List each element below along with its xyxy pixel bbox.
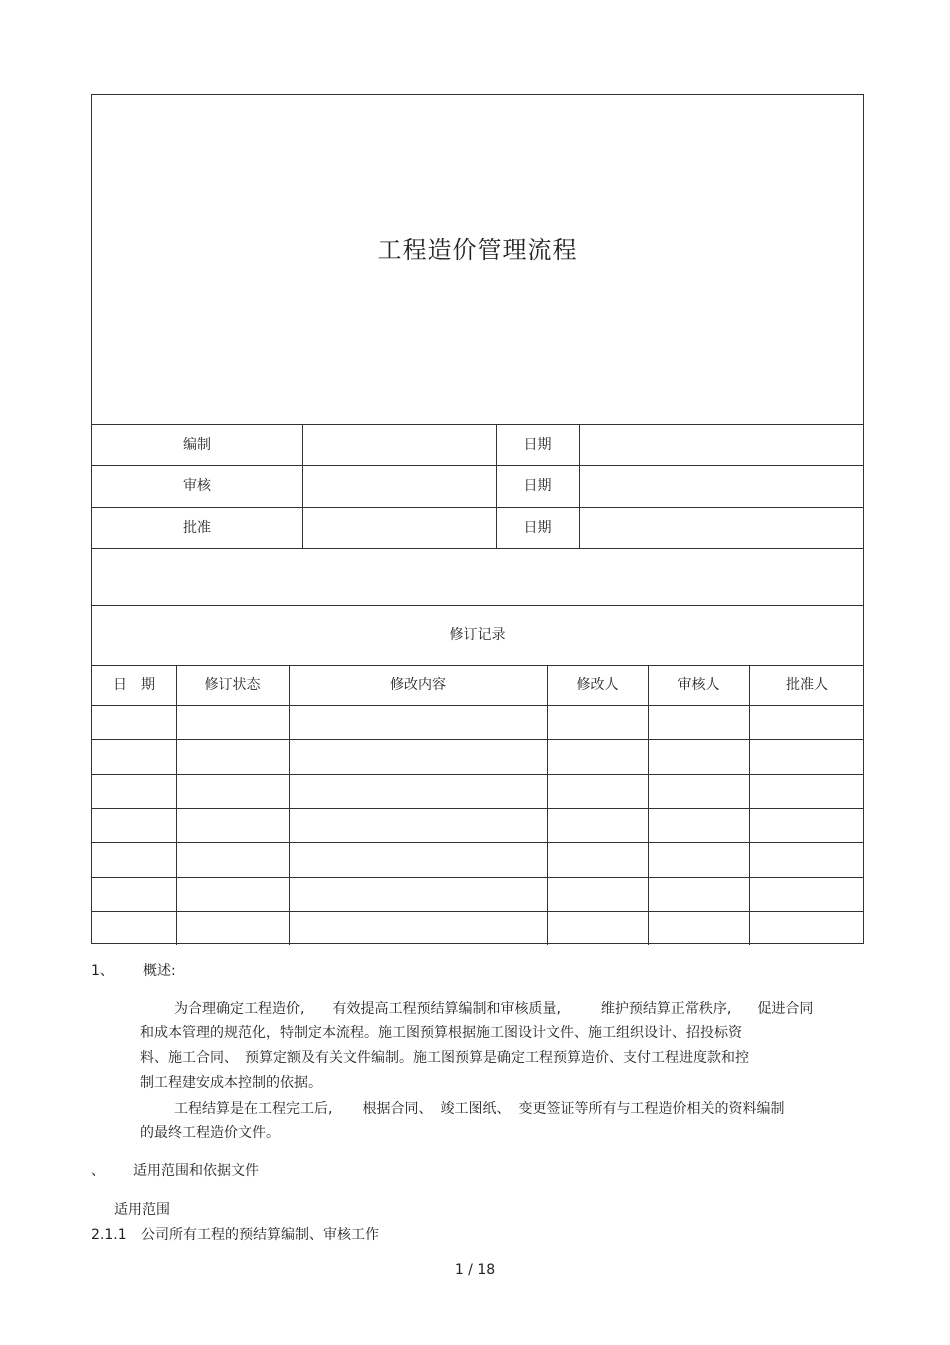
text-fragment: 为合理确定工程造价, (174, 1001, 305, 1017)
text-fragment: 促进合同 (757, 1001, 814, 1017)
item-text: 公司所有工程的预结算编制、审核工作 (141, 1227, 379, 1243)
table-line (92, 842, 863, 843)
section-heading: 适用范围和依据文件 (133, 1163, 259, 1179)
revision-header-approver: 批准人 (786, 677, 828, 693)
table-line (92, 665, 863, 666)
table-line (92, 465, 863, 466)
sign-label-review: 审核 (183, 478, 211, 494)
table-line (92, 605, 863, 606)
table-line (92, 507, 863, 508)
table-line (579, 424, 580, 548)
table-line (92, 424, 863, 425)
page-title: 工程造价管理流程 (377, 236, 578, 264)
table-line (749, 665, 750, 945)
subsection-heading: 适用范围 (114, 1202, 170, 1218)
sign-date-label: 日期 (523, 437, 552, 453)
paragraph-line: 料、施工合同、 预算定额及有关文件编制。施工图预算是确定工程预算造价、支付工程进度款和控 (140, 1050, 749, 1066)
table-line (92, 739, 863, 740)
table-line (302, 424, 303, 548)
table-line (92, 877, 863, 878)
section-number: 、 (91, 1163, 105, 1179)
table-line (92, 774, 863, 775)
revision-header-status: 修订状态 (204, 677, 261, 693)
text-fragment: 有效提高工程预结算编制和审核质量, (332, 1001, 561, 1017)
sign-label-approve: 批准 (183, 520, 211, 536)
sign-date-label: 日期 (523, 520, 552, 536)
table-line (92, 808, 863, 809)
text-fragment: 变更签证等所有与工程造价相关的资料编制 (518, 1101, 785, 1117)
section-heading: 概述: (143, 963, 176, 979)
section-number: 1、 (91, 963, 114, 979)
table-line (648, 665, 649, 945)
paragraph-line (174, 1097, 784, 1121)
text-fragment: 根据合同、 (362, 1101, 433, 1117)
table-line (92, 705, 863, 706)
revision-header-reviewer: 审核人 (677, 677, 720, 693)
page-number: 1 / 18 (454, 1262, 496, 1278)
document-frame (91, 94, 864, 944)
text-fragment: 工程结算是在工程完工后, (174, 1101, 333, 1117)
revision-header-editor: 修改人 (576, 677, 619, 693)
revision-header-date: 日 期 (113, 677, 155, 693)
table-line (289, 665, 290, 945)
item-number: 2.1.1 (91, 1227, 127, 1243)
paragraph-line: 制工程建安成本控制的依据。 (140, 1075, 322, 1091)
revision-title: 修订记录 (449, 627, 506, 643)
sign-date-label: 日期 (523, 478, 552, 494)
sign-label-compile: 编制 (183, 437, 211, 453)
paragraph-line: 和成本管理的规范化，特制定本流程。施工图预算根据施工图设计文件、施工组织设计、招投标资 (140, 1025, 742, 1041)
revision-header-content: 修改内容 (390, 677, 446, 693)
table-line (176, 665, 177, 945)
text-fragment: 维护预结算正常秩序, (600, 1001, 732, 1017)
table-line (547, 665, 548, 945)
paragraph-line (174, 997, 813, 1021)
text-fragment: 竣工图纸、 (440, 1101, 511, 1117)
table-line (92, 911, 863, 912)
paragraph-line: 的最终工程造价文件。 (140, 1125, 280, 1141)
table-line (92, 548, 863, 549)
